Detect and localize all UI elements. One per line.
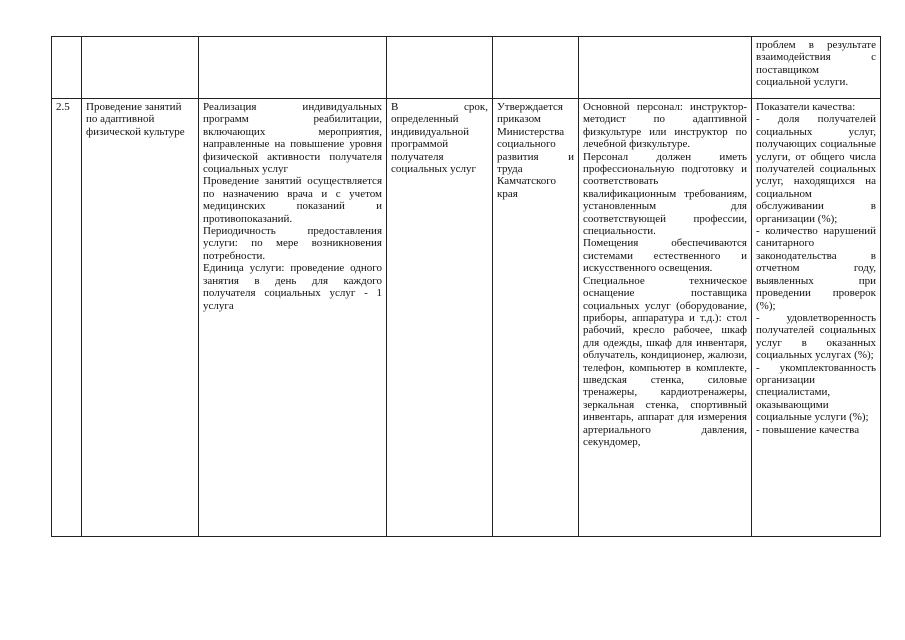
description-paragraph: Единица услуги: проведение одного занятия в день для каждого получателя социальных услуг - 1 услуга xyxy=(203,262,382,312)
conditions-paragraph: Персонал должен иметь профессиональную подготовку и соответствовать квалификационным требованиям, установленным для соответствующей профессии, специальности. xyxy=(583,150,747,238)
conditions-paragraph: Помещения обеспечиваются системами естественного и искусственного освещения. xyxy=(583,237,747,275)
cell-deadline xyxy=(387,37,493,99)
description-paragraph: Периодичность предоставления услуги: по мере возникновения потребности. xyxy=(203,225,382,262)
cell-service-name: Проведение занятий по адаптивной физической культуре xyxy=(82,99,199,537)
conditions-paragraph: Специальное техническое оснащение поставщика социальных услуг (оборудование, приборы, аппаратура и т.д.): стол рабочий, кресло рабочее, шкаф для одежды, шкаф для инвентаря, облучатель, кондиционер, жалюзи, телефон, компьютер в комплекте, шведская стенка, силовые тренажеры, кардиотренажеры, зеркальная стенка, спортивный инвентарь, аппарат для измерения артериального давления, секундомер, xyxy=(583,274,747,448)
cell-tariff xyxy=(493,37,579,99)
cell-service-name xyxy=(82,37,199,99)
cell-conditions xyxy=(579,99,752,537)
cell-number: 2.5 xyxy=(52,99,82,537)
cell-number xyxy=(52,37,82,99)
cell-description xyxy=(199,37,387,99)
quality-heading: Показатели качества: xyxy=(756,101,856,113)
table-row-continued xyxy=(52,37,881,99)
cell-quality xyxy=(752,99,881,537)
description-paragraph: Проведение занятий осуществляется по назначению врача и с учетом медицинских показаний и противопоказаний. xyxy=(203,175,382,225)
cell-quality xyxy=(752,37,881,99)
quality-item: - удовлетворенность получателей социальных услуг в оказанных социальных услугах (%); xyxy=(756,311,876,362)
cell-deadline: В срок, определенный индивидуальной программой получателя социальных услуг xyxy=(387,99,493,537)
cell-description xyxy=(199,99,387,537)
table-row xyxy=(52,99,881,537)
cell-tariff: Утверждается приказом Министерства социального развития и труда Камчатского края xyxy=(493,99,579,537)
quality-continued-text: проблем в результате взаимодействия с поставщиком социальной услуги. xyxy=(756,39,876,89)
quality-item: - укомплектованность организации специалистами, оказывающими социальные услуги (%); xyxy=(756,361,876,424)
quality-item: - доля получателей социальных услуг, получающих социальные услуги, от общего числа получателей социальных услуг, находящихся на социальном обслуживании в организации (%); xyxy=(756,113,876,225)
cell-conditions xyxy=(579,37,752,99)
conditions-paragraph: Основной персонал: инструктор-методист по адаптивной физкультуре или инструктор по лечебной физкультуре. xyxy=(583,101,747,151)
quality-item: - количество нарушений санитарного законодательства в отчетном году, выявленных при проведении проверок (%); xyxy=(756,225,876,312)
services-table xyxy=(51,36,881,537)
quality-item: - повышение качества xyxy=(756,423,860,436)
description-paragraph: Реализация индивидуальных программ реабилитации, включающих мероприятия, направленные на повышение уровня физической активности получателя социальных услуг xyxy=(203,101,382,176)
